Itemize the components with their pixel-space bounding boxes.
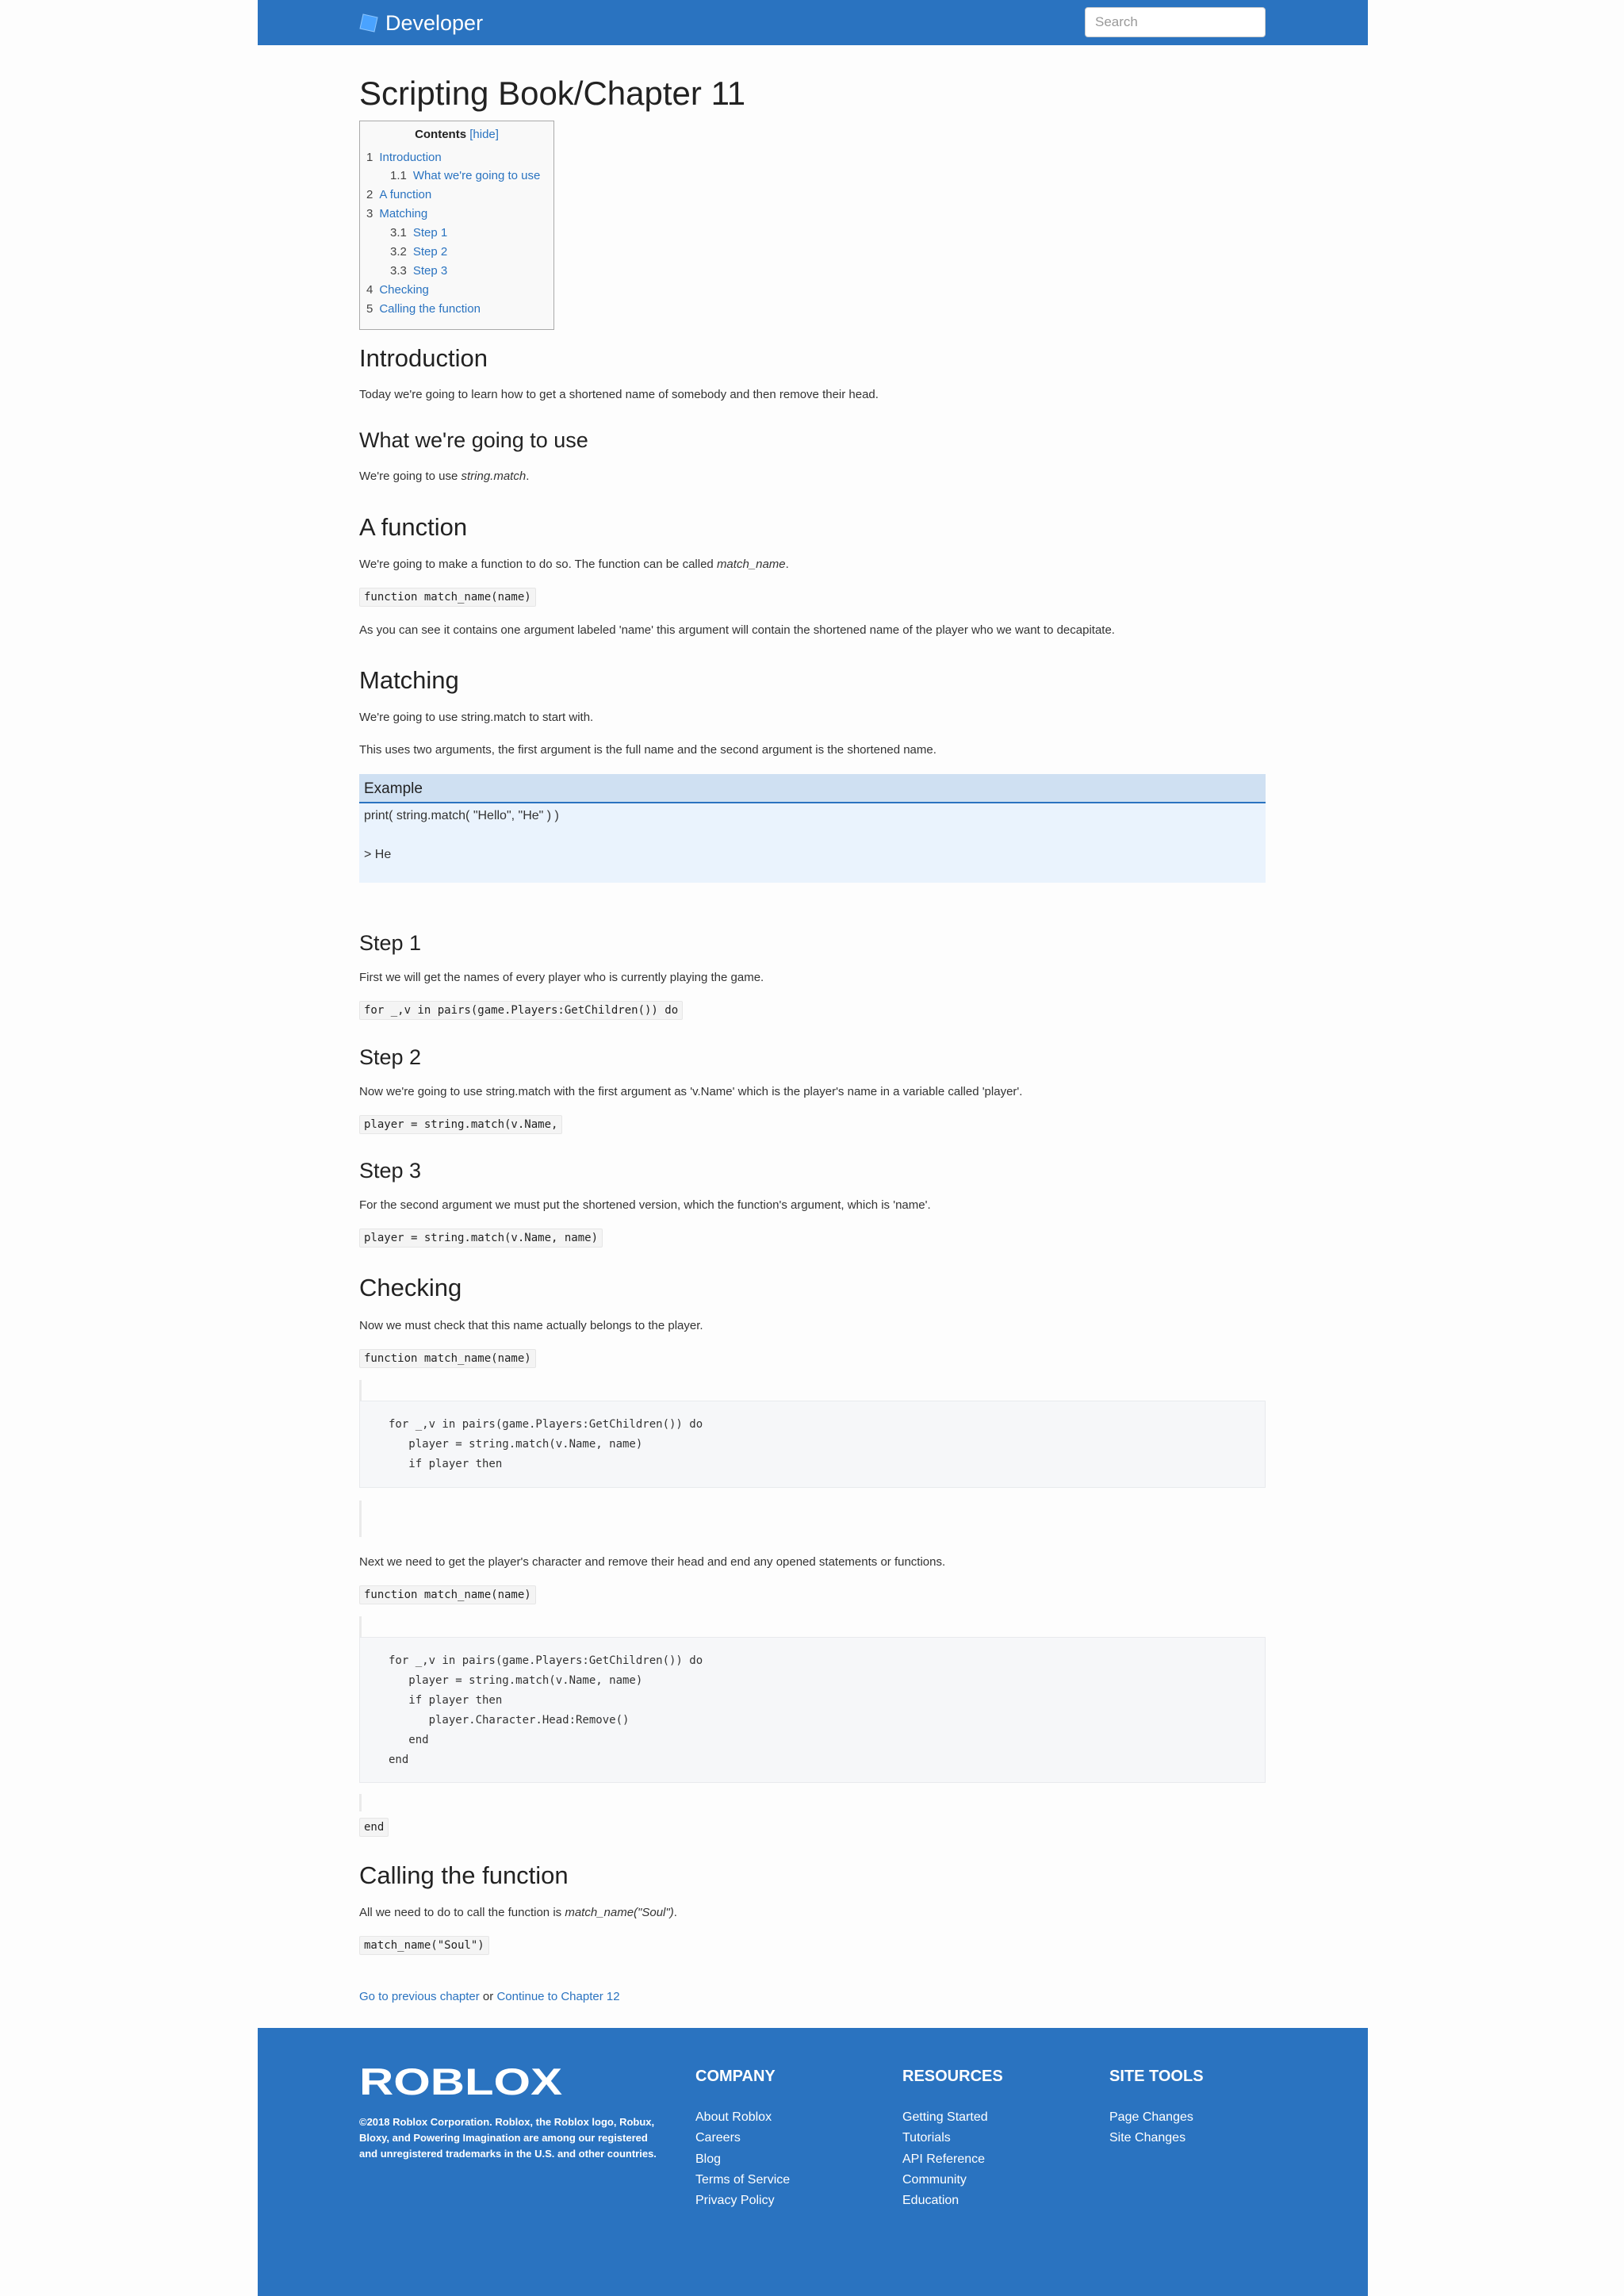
emphasis: string.match [461,470,527,483]
table-of-contents [359,121,554,330]
toc-item-what-we-use[interactable] [390,169,540,182]
code-block-checking [359,1401,1266,1488]
code-line: end [389,1754,409,1766]
text: . [673,1906,677,1919]
code-line: if player then [389,1694,503,1707]
page-title: Scripting Book/Chapter 11 [359,75,746,112]
next-chapter-link[interactable]: Continue to Chapter 12 [496,1990,620,2003]
checking-text-2: Next we need to get the player's character and remove their head and end any opened statements or functions. [359,1555,946,1569]
example-title: Example [359,774,1266,803]
toc-num: 1 [366,151,373,164]
footer-link-blog[interactable]: Blog [695,2152,722,2166]
footer-link-page-changes[interactable]: Page Changes [1109,2110,1193,2124]
toc-item-introduction[interactable] [366,151,442,164]
toc-num: 5 [366,302,373,316]
top-navbar [258,0,1368,45]
code-indent-bar [359,1380,362,1401]
code-checking-signature: function match_name(name) [359,1349,536,1368]
nav-separator: or [479,1990,497,2003]
example-output-line: > He [364,848,392,861]
text: All we need to do to call the function is [359,1906,565,1919]
text: We're going to make a function to do so. The function can be called [359,558,717,571]
step3-text: For the second argument we must put the shortened version, which the function's argument, which is 'name'. [359,1198,931,1212]
toc-item-step-1[interactable] [390,226,447,240]
heading-introduction: Introduction [359,344,488,372]
code-line: for _,v in pairs(game.Players:GetChildren()) do [389,1418,703,1431]
emphasis: match_name("Soul") [565,1906,674,1919]
footer-link-privacy[interactable]: Privacy Policy [695,2194,775,2207]
code-function-signature: function match_name(name) [359,588,536,607]
toc-num: 1.1 [390,169,407,182]
heading-step-1: Step 1 [359,931,422,955]
toc-label: Calling the function [379,302,481,316]
heading-matching: Matching [359,666,459,694]
toc-label: Step 3 [412,264,448,278]
code-block-remove-head [359,1637,1266,1783]
text: . [526,470,530,483]
footer-link-tutorials[interactable]: Tutorials [902,2131,951,2145]
toc-item-calling-the-function[interactable] [366,302,481,316]
calling-text [359,1906,677,1919]
footer-link-terms[interactable]: Terms of Service [695,2173,791,2187]
toc-num: 2 [366,188,373,201]
checking-text-1: Now we must check that this name actually belongs to the player. [359,1319,703,1332]
matching-text-2: This uses two arguments, the first argument is the full name and the second argument is the shortened name. [359,743,936,757]
use-text [359,470,529,483]
toc-label: Checking [379,283,429,297]
toc-item-a-function[interactable] [366,188,431,201]
footer-link-careers[interactable]: Careers [695,2131,741,2145]
heading-what-we-use: What we're going to use [359,428,588,452]
text: We're going to use [359,470,462,483]
heading-calling-the-function: Calling the function [359,1861,569,1889]
function-text [359,558,789,571]
step2-text: Now we're going to use string.match with the first argument as 'v.Name' which is the player's name in a variable called 'player'. [359,1085,1023,1098]
text: . [785,558,789,571]
footer-link-community[interactable]: Community [902,2173,967,2187]
code-calling: match_name("Soul") [359,1936,489,1955]
toc-label: Step 1 [412,226,448,240]
roblox-wordmark-text: ROBLOX [359,2064,562,2099]
heading-step-2: Step 2 [359,1045,422,1069]
footer-resources-title: RESOURCES [902,2068,1003,2085]
footer [258,2028,1368,2296]
intro-text: Today we're going to learn how to get a shortened name of somebody and then remove their head. [359,388,879,401]
code-line: player.Character.Head:Remove() [389,1714,630,1727]
toc-label: Matching [379,207,428,220]
toc-label: Introduction [379,151,442,164]
footer-link-getting-started[interactable]: Getting Started [902,2110,988,2124]
heading-checking: Checking [359,1274,462,1301]
brand-label: Developer [385,10,484,35]
footer-link-api-reference[interactable]: API Reference [902,2152,986,2166]
function-explanation: As you can see it contains one argument labeled 'name' this argument will contain the shortened name of the player who we want to decapitate. [359,623,1115,637]
toc-num: 4 [366,283,373,297]
code-step-2: player = string.match(v.Name, [359,1115,562,1134]
footer-link-site-changes[interactable]: Site Changes [1109,2131,1186,2145]
code-step-1: for _,v in pairs(game.Players:GetChildren()) do [359,1001,683,1020]
previous-chapter-link[interactable]: Go to previous chapter [359,1990,480,2003]
heading-step-3: Step 3 [359,1159,422,1182]
heading-a-function: A function [359,513,468,541]
emphasis: match_name [716,558,786,571]
code-line: player = string.match(v.Name, name) [389,1438,643,1451]
toc-item-step-3[interactable] [390,264,447,278]
footer-company-title: COMPANY [695,2068,776,2085]
toc-item-step-2[interactable] [390,245,447,259]
toc-num: 3.2 [390,245,407,259]
toc-num: 3.1 [390,226,407,240]
copyright-text: ©2018 Roblox Corporation. Roblox, the Roblox logo, Robux, Bloxy, and Powering Imagination are among our registered and unregistered trademarks in the U.S. and other countries. [359,2116,657,2160]
code-indent-bar [359,1616,362,1637]
code-checking-signature-2: function match_name(name) [359,1585,536,1604]
page [258,0,1368,2296]
footer-link-about[interactable]: About Roblox [695,2110,772,2124]
roblox-wordmark-logo[interactable] [359,2064,562,2099]
example-box [359,774,1266,883]
toc-num: 3 [366,207,373,220]
code-indent-bar [359,1794,362,1811]
toc-item-checking[interactable] [366,283,429,297]
code-line: player = string.match(v.Name, name) [389,1674,643,1687]
code-line: end [389,1734,429,1746]
toc-label: A function [379,188,432,201]
code-end: end [359,1818,389,1837]
toc-heading: Contents [415,128,467,141]
toc-title [360,128,553,141]
toc-num: 3.3 [390,264,407,278]
example-code-line: print( string.match( "Hello", "He" ) ) [364,809,559,822]
developer-brand-link[interactable] [359,9,483,37]
footer-link-education[interactable]: Education [902,2194,959,2207]
roblox-logo-icon [359,13,378,33]
footer-site-tools-title: SITE TOOLS [1109,2068,1204,2085]
code-indent-bar [359,1501,362,1537]
toc-label: What we're going to use [412,169,541,182]
chapter-navigation [359,1990,620,2003]
code-step-3: player = string.match(v.Name, name) [359,1228,603,1248]
code-line: for _,v in pairs(game.Players:GetChildren()) do [389,1654,703,1667]
matching-text-1: We're going to use string.match to start with. [359,711,594,724]
code-line: if player then [389,1458,503,1470]
toc-item-matching[interactable] [366,207,427,220]
toc-hide-link[interactable]: [hide] [469,128,499,141]
toc-label: Step 2 [412,245,448,259]
step1-text: First we will get the names of every player who is currently playing the game. [359,971,764,984]
search-input[interactable] [1085,7,1266,37]
